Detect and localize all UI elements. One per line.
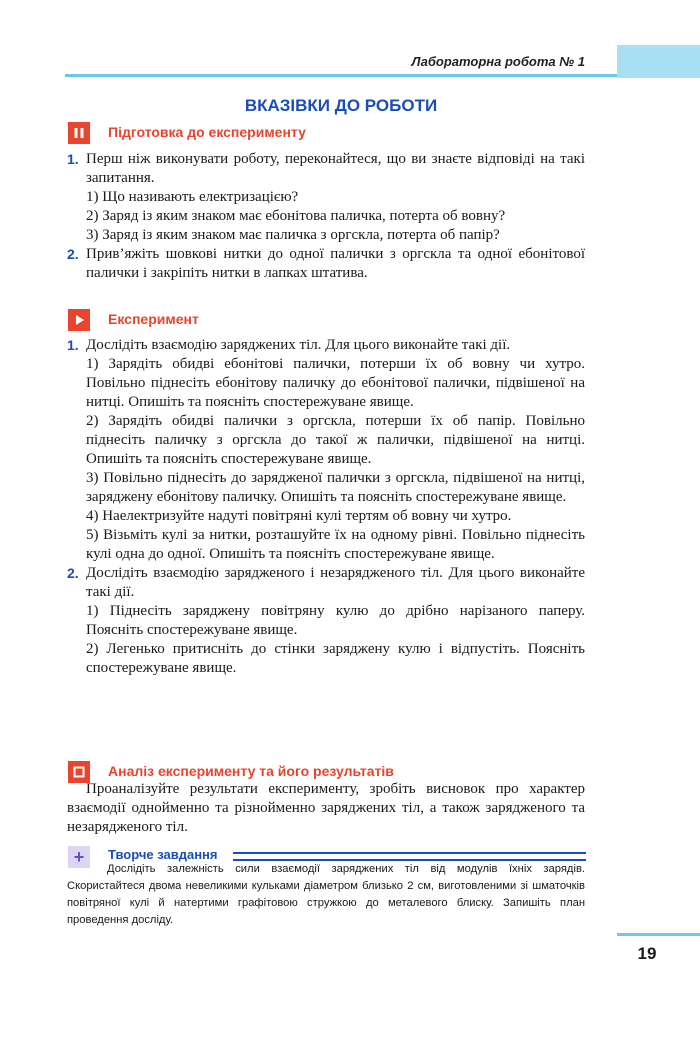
sub-item: 5) Візьміть кулі за нитки, розташуйте їх на одному рівні. Повільно піднесіть кулі одна до одної. Опишіть та поясніть спостережуване явище. (86, 527, 585, 562)
creative-text (67, 861, 585, 929)
page-title: ВКАЗІВКИ ДО РОБОТИ (244, 96, 438, 115)
item-number: 2. (67, 565, 79, 581)
item-text: Прив’яжіть шовкові нитки до одної палички з оргскла та одної ебонітової палички і закріпіть нитки в лапках штатива. (86, 246, 585, 281)
section-experiment-label: Експеримент (108, 311, 199, 327)
sub-item: 3) Повільно піднесіть до зарядженої палички з оргскла, підвішеної на нитці, заряджену ебонітову паличку. Опишіть та поясніть спостережуване явище. (86, 470, 585, 505)
item-text: Дослідіть взаємодію зарядженого і незарядженого тіл. Для цього виконайте такі дії. (86, 565, 585, 600)
page-number: 19 (637, 944, 657, 963)
sub-item: 2) Легенько притисніть до стінки заряджену кулю і відпустіть. Поясніть спостережуване явище. (86, 641, 585, 676)
sub-item: 3) Заряд із яким знаком має паличка з оргскла, потерта об папір? (86, 227, 500, 243)
analysis-text: Проаналізуйте результати експерименту, зробіть висновок про характер взаємодії однойменно та різнойменно заряджених тіл, а також зарядженого та незарядженого тіл. (67, 781, 585, 835)
sub-item: 1) Що називають електризацією? (86, 189, 299, 205)
list-item (67, 150, 585, 245)
section-prep-body (67, 150, 585, 283)
section-experiment-body (67, 336, 585, 678)
pause-icon (68, 122, 90, 144)
plus-icon: + (68, 846, 90, 868)
sub-item: 1) Зарядіть обидві ебонітові палички, потерши їх об вовну чи хутро. Повільно піднесіть ебонітову паличку до ебонітової палички, підвішеної на нитці. Опишіть та поясніть спостережуване явище. (86, 356, 585, 410)
section-prep-label: Підготовка до експерименту (108, 124, 306, 140)
sub-item: 2) Зарядіть обидві палички з оргскла, потерши їх об папір. Повільно піднесіть паличку з оргскла до такої ж палички, підвішеної на нитці. Опишіть та поясніть спостережуване явище. (86, 413, 585, 467)
item-number: 2. (67, 246, 79, 262)
sub-item: 4) Наелектризуйте надуті повітряні кулі тертям об вовну чи хутро. (86, 508, 512, 524)
header-divider (65, 74, 617, 77)
play-icon (68, 309, 90, 331)
header-title: Лабораторна робота № 1 (411, 54, 585, 69)
item-number: 1. (67, 151, 79, 167)
creative-label: Творче завдання (108, 847, 218, 862)
sub-item: 1) Піднесіть заряджену повітряну кулю до дрібно нарізаного паперу. Поясніть спостережуване явище. (86, 603, 585, 638)
list-item (67, 564, 585, 678)
creative-paragraph: Дослідіть залежність сили взаємодії заряджених тіл від модулів їхніх зарядів. Скористайтеся двома невеликими кульками діаметром близько 2 см, виготовленими зі шматочків повітряної кулі й натертими графітовою стружкою до металевого блиску. Запишіть план проведення досліду. (67, 863, 585, 926)
footer-divider (617, 933, 700, 936)
item-number: 1. (67, 337, 79, 353)
item-text: Дослідіть взаємодію заряджених тіл. Для цього виконайте такі дії. (86, 337, 511, 353)
list-item (67, 245, 585, 283)
list-item (67, 336, 585, 564)
section-analysis-label: Аналіз експерименту та його результатів (108, 763, 394, 779)
sub-item: 2) Заряд із яким знаком має ебонітова паличка, потерта об вовну? (86, 208, 506, 224)
creative-divider (233, 852, 586, 861)
item-text: Перш ніж виконувати роботу, переконайтеся, що ви знаєте відповіді на такі запитання. (86, 151, 585, 186)
section-analysis-body (67, 780, 585, 837)
header-tab (617, 45, 700, 78)
